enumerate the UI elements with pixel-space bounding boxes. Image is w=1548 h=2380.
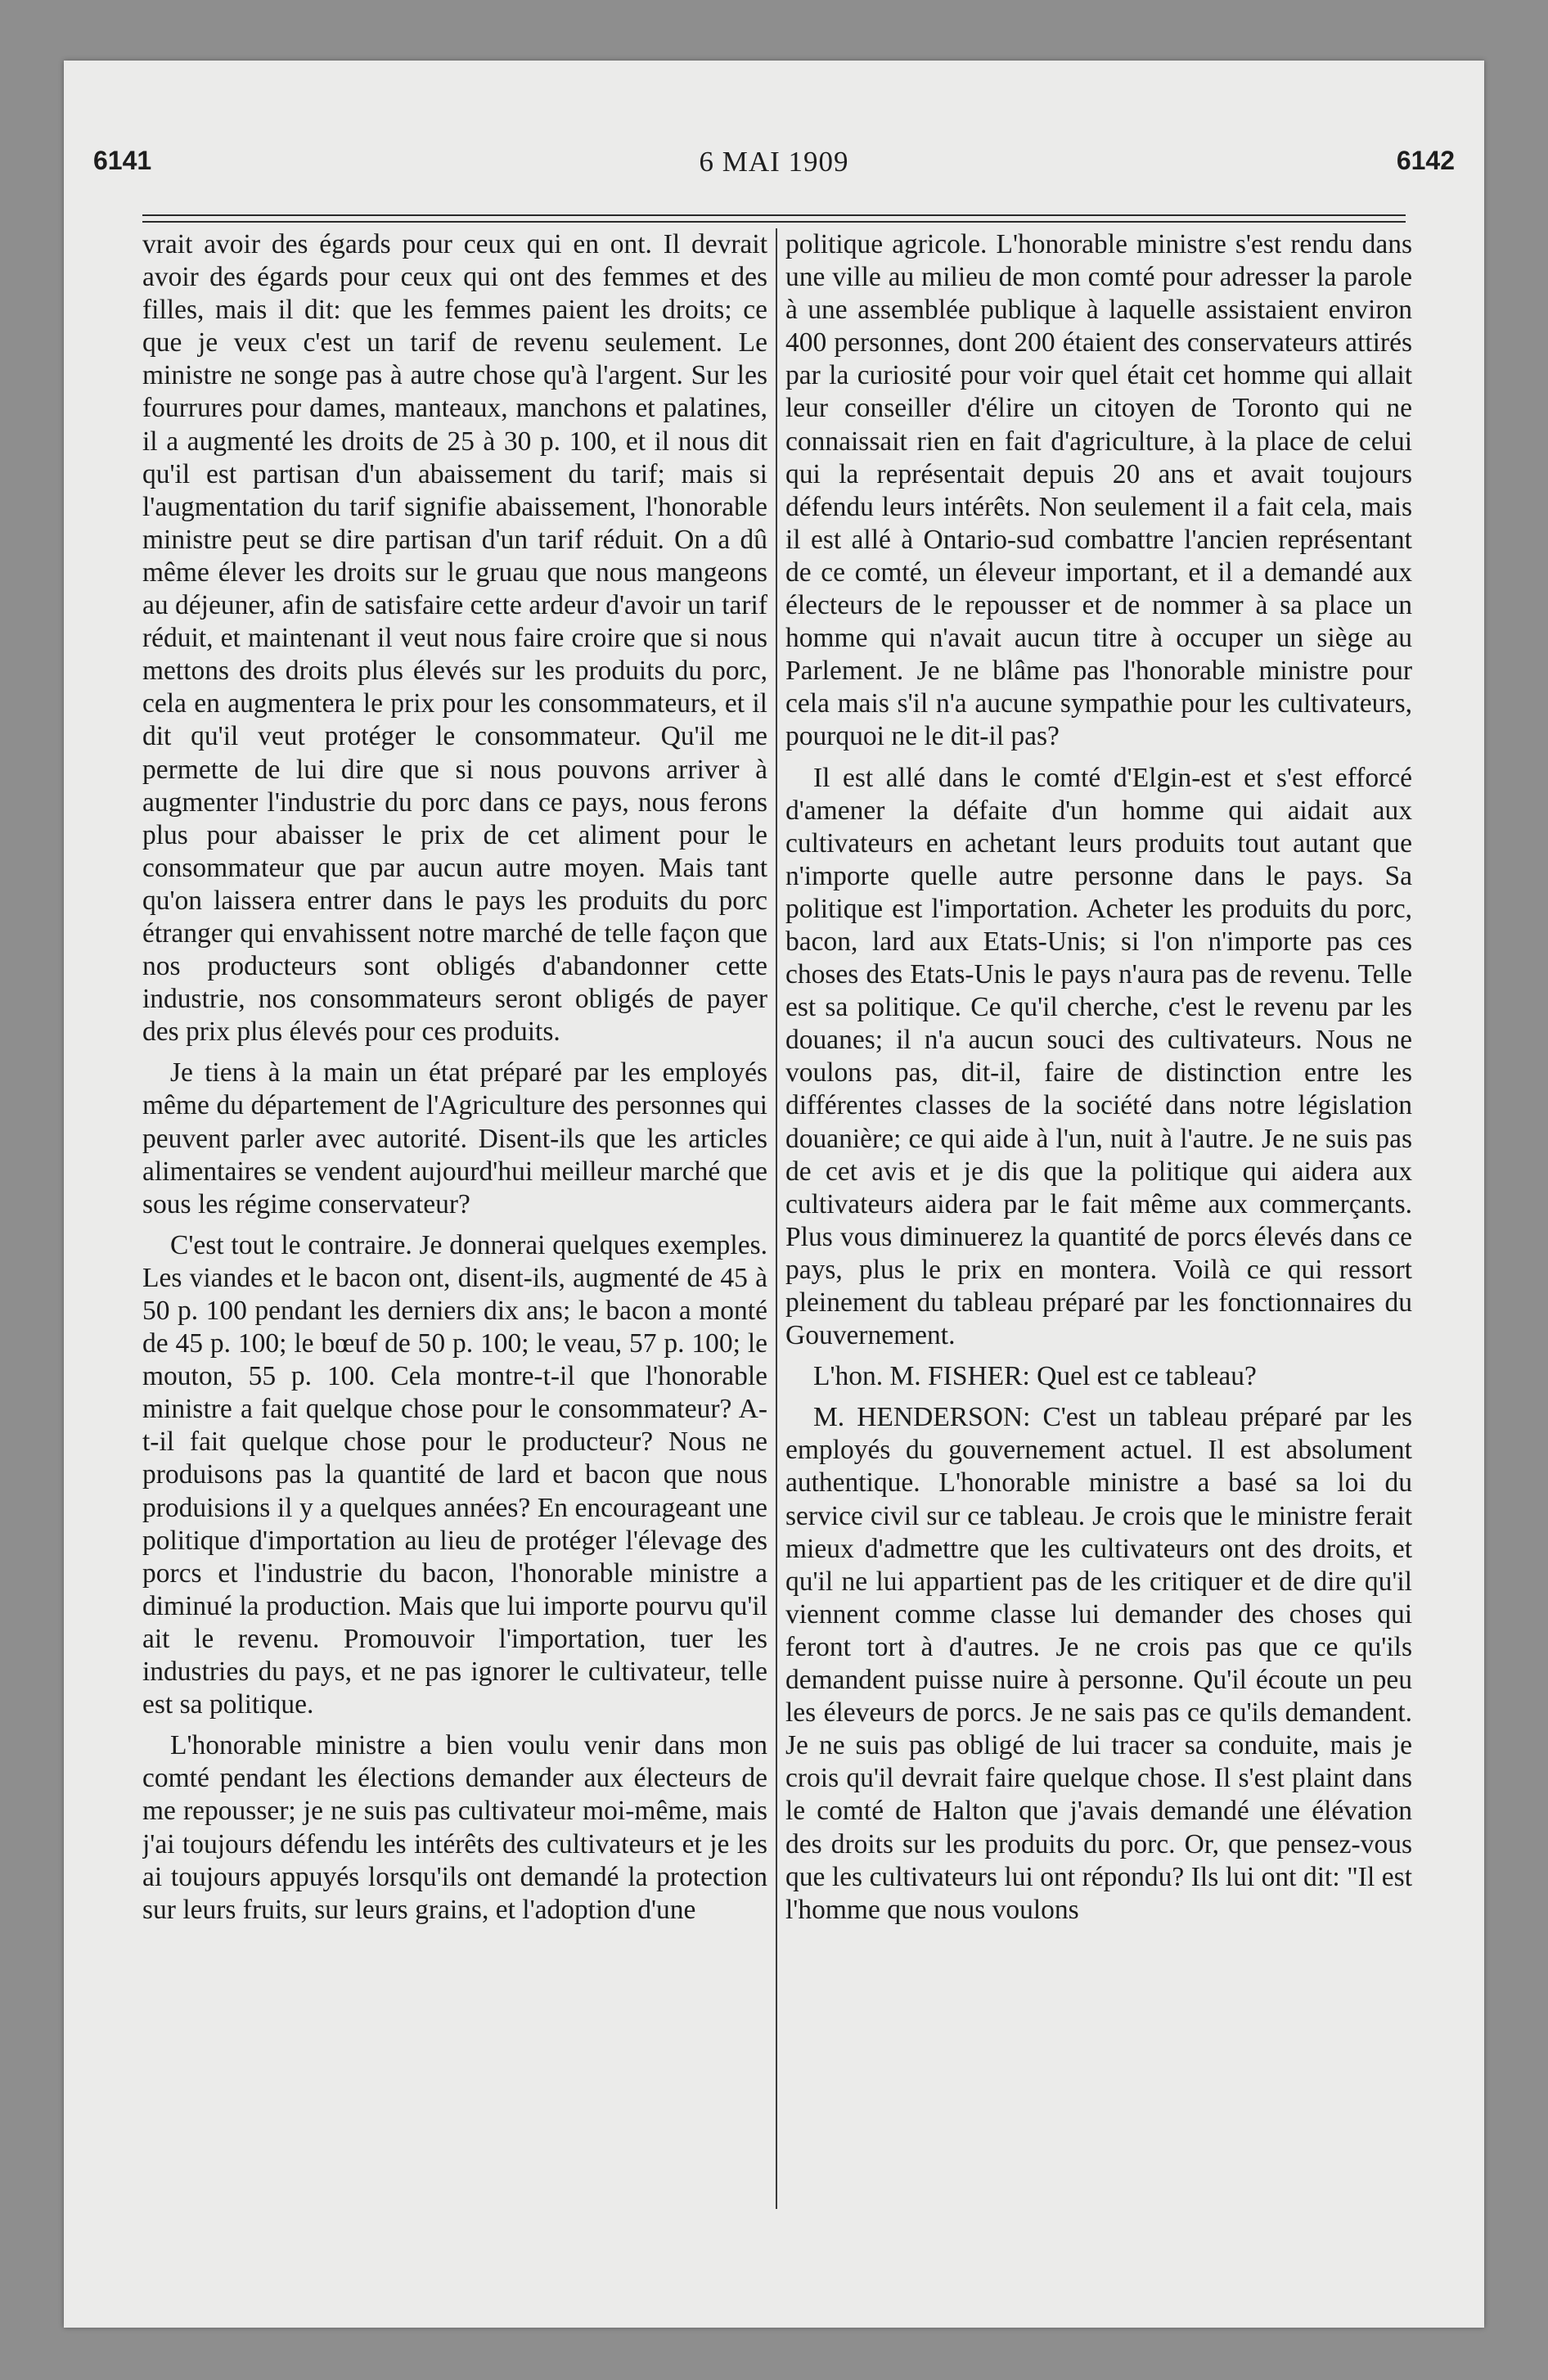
left-column — [142, 228, 767, 2217]
header-rule-top — [142, 214, 1406, 216]
paragraph: vrait avoir des égards pour ceux qui en ont. Il devrait avoir des égards pour ceux qui ont des femmes et des filles, mais il dit: que les femmes paient les droits; ce que je veux c'est un tarif de revenu seulement. Le ministre ne songe pas à autre chose qu'à l'argent. Sur les fourrures pour dames, manteaux, manchons et palatines, il a augmenté les droits de 25 à 30 p. 100, et il nous dit qu'il est partisan d'un abaissement du tarif; mais si l'augmentation du tarif signifie abaissement, l'honorable ministre peut se dire partisan d'un tarif réduit. On a dû même élever les droits sur le gruau que nous mangeons au déjeuner, afin de satisfaire cette ardeur d'avoir un tarif réduit, et maintenant il veut nous faire croire que si nous mettons des droits plus élevés sur les produits du porc, cela en augmentera le prix pour les consommateurs, et il dit qu'il veut protéger le consommateur. Qu'il me permette de lui dire que si nous pouvons arriver à augmenter l'industrie du porc dans ce pays, nous ferons plus pour abaisser le prix de cet aliment pour le consommateur que par aucun autre moyen. Mais tant qu'on laissera entrer dans le pays les produits du porc étranger qui envahissent notre marché de telle façon que nos producteurs sont obligés d'abandonner cette industrie, nos consommateurs seront obligés de payer des prix plus élevés pour ces produits. — [142, 229, 767, 1048]
paragraph: M. HENDERSON: C'est un tableau préparé par les employés du gouvernement actuel. Il est absolument authentique. L'honorable ministre a basé sa loi du service civil sur ce tableau. Je crois que le ministre ferait mieux d'admettre que les cultivateurs ont des droits, et qu'il ne lui appartient pas de les critiquer et de dire qu'il viennent comme classe lui demander des choses qui feront tort à d'autres. Je ne crois pas que ce qu'ils demandent puisse nuire à personne. Qu'il écoute un peu les éleveurs de porcs. Je ne sais pas ce qu'ils demandent. Je ne suis pas obligé de lui tracer sa conduite, mais je crois qu'il devrait faire quelque chose. Il s'est plaint dans le comté de Halton que j'avais demandé une élévation des droits sur les produits du porc. Or, que pensez-vous que les cultivateurs lui ont répondu? Ils lui ont dit: "Il est l'homme que nous voulons — [785, 1402, 1412, 1925]
page-date: 6 MAI 1909 — [699, 146, 849, 178]
paragraph: C'est tout le contraire. Je donnerai quelques exemples. Les viandes et le bacon ont, disent-ils, augmenté de 45 à 50 p. 100 pendant les derniers dix ans; le bacon a monté de 45 p. 100; le bœuf de 50 p. 100; le veau, 57 p. 100; le mouton, 55 p. 100. Cela montre-t-il que l'honorable ministre a fait quelque chose pour le consommateur? A-t-il fait quelque chose pour le producteur? Nous ne produisons pas la quantité de lard et bacon que nous produisions il y a quelques années? En encourageant une politique d'importation au lieu de protéger l'élevage des porcs et l'industrie du bacon, l'honorable ministre a diminué la production. Mais que lui importe pourvu qu'il ait le revenu. Promouvoir l'importation, tuer les industries du pays, et ne pas ignorer le cultivateur, telle est sa politique. — [142, 1229, 767, 1720]
paragraph: politique agricole. L'honorable ministre s'est rendu dans une ville au milieu de mon comté pour adresser la parole à une assemblée publique à laquelle assistaient environ 400 personnes, dont 200 étaient des conservateurs attirés par la curiosité pour voir quel était cet homme qui allait leur conseiller d'élire un citoyen de Toronto qui ne connaissait rien en fait d'agriculture, à la place de celui qui la représentait depuis 20 ans et avait toujours défendu leurs intérêts. Non seulement il a fait cela, mais il est allé à Ontario-sud combattre l'ancien représentant de ce comté, un éleveur important, et il a demandé aux électeurs de le repousser et de nommer à sa place un homme qui n'avait aucun titre à occuper un siège au Parlement. Je ne blâme pas l'honorable ministre pour cela mais s'il n'a aucune sympathie pour les cultivateurs, pourquoi ne le dit-il pas? — [785, 229, 1412, 752]
paragraph: L'hon. M. FISHER: Quel est ce tableau? — [813, 1361, 1257, 1392]
right-column — [785, 228, 1412, 2217]
column-divider — [776, 228, 777, 2209]
header-rule-bottom — [142, 221, 1406, 223]
page-header — [64, 146, 1484, 187]
paragraph: Il est allé dans le comté d'Elgin-est et s'est efforcé d'amener la défaite d'un homme qui aidait aux cultivateurs en achetant leurs produits tout autant que n'importe quelle autre personne dans le pays. Sa politique est l'importation. Acheter les produits du porc, bacon, lard aux Etats-Unis; si l'on n'importe pas ces choses des Etats-Unis le pays n'aura pas de revenu. Telle est sa politique. Ce qu'il cherche, c'est le revenu par les douanes; il n'a aucun souci des cultivateurs. Nous ne voulons pas, dit-il, faire de distinction entre les différentes classes de la société dans notre législation douanière; ce qui aide à l'un, nuit à l'autre. Je ne suis pas de cet avis et je dis que la politique qui aidera aux cultivateurs aidera par le fait même aux commerçants. Plus vous diminuerez la quantité de porcs élevés dans ce pays, plus le prix en montera. Voilà ce qui ressort pleinement du tableau préparé par les fonctionnaires du Gouvernement. — [785, 762, 1412, 1351]
page-number-left: 6141 — [93, 146, 152, 175]
document-page — [64, 61, 1484, 2328]
paragraph: L'honorable ministre a bien voulu venir dans mon comté pendant les élections demander aux électeurs de me repousser; je ne suis pas cultivateur moi-même, mais j'ai toujours défendu les intérêts des cultivateurs et je les ai toujours appuyés lorsqu'ils ont demandé la protection sur leurs fruits, sur leurs grains, et l'adoption d'une — [142, 1730, 767, 1925]
paragraph: Je tiens à la main un état préparé par les employés même du département de l'Agriculture des personnes qui peuvent parler avec autorité. Disent-ils que les articles alimentaires se vendent aujourd'hui meilleur marché que sous les régime conservateur? — [142, 1057, 767, 1219]
page-number-right: 6142 — [1396, 146, 1455, 175]
